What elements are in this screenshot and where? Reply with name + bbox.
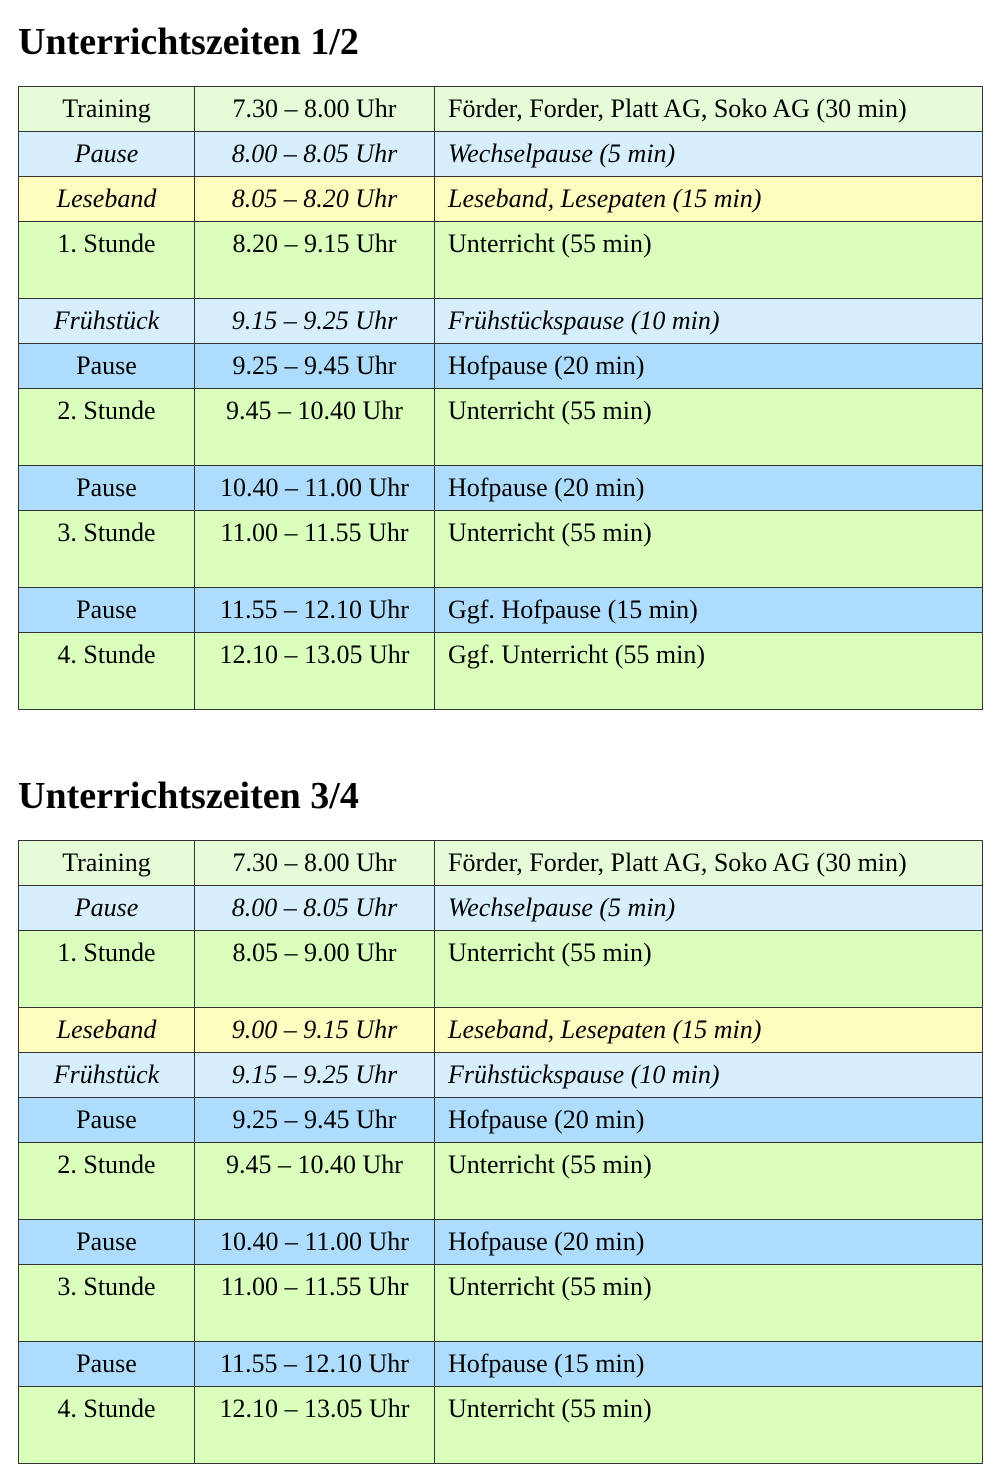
time-range-cell: 8.05 – 9.00 Uhr xyxy=(195,931,435,1008)
schedule-row xyxy=(19,588,983,633)
time-range-cell: 12.10 – 13.05 Uhr xyxy=(195,1387,435,1464)
period-name-cell: Training xyxy=(19,87,195,132)
time-range-cell: 9.45 – 10.40 Uhr xyxy=(195,1143,435,1220)
description-cell: Frühstückspause (10 min) xyxy=(435,299,983,344)
time-range-cell: 11.55 – 12.10 Uhr xyxy=(195,1342,435,1387)
schedule-row xyxy=(19,466,983,511)
description-cell: Unterricht (55 min) xyxy=(435,511,983,588)
description-cell: Hofpause (20 min) xyxy=(435,344,983,389)
description-cell: Unterricht (55 min) xyxy=(435,389,983,466)
period-name-cell: 4. Stunde xyxy=(19,1387,195,1464)
description-cell: Ggf. Hofpause (15 min) xyxy=(435,588,983,633)
description-cell: Förder, Forder, Platt AG, Soko AG (30 min) xyxy=(435,841,983,886)
period-name-cell: Leseband xyxy=(19,1008,195,1053)
section-title: Unterrichtszeiten 3/4 xyxy=(18,775,359,817)
schedule-row xyxy=(19,389,983,466)
description-cell: Hofpause (20 min) xyxy=(435,1220,983,1265)
period-name-cell: 1. Stunde xyxy=(19,222,195,299)
schedule-table xyxy=(18,86,983,710)
time-range-cell: 7.30 – 8.00 Uhr xyxy=(195,87,435,132)
time-range-cell: 9.45 – 10.40 Uhr xyxy=(195,389,435,466)
schedule-section-3-4 xyxy=(18,772,982,1464)
period-name-cell: Pause xyxy=(19,344,195,389)
time-range-cell: 8.00 – 8.05 Uhr xyxy=(195,886,435,931)
time-range-cell: 11.00 – 11.55 Uhr xyxy=(195,1265,435,1342)
time-range-cell: 7.30 – 8.00 Uhr xyxy=(195,841,435,886)
period-name-cell: Pause xyxy=(19,132,195,177)
period-name-cell: 2. Stunde xyxy=(19,389,195,466)
schedule-row xyxy=(19,177,983,222)
period-name-cell: Frühstück xyxy=(19,1053,195,1098)
schedule-row xyxy=(19,931,983,1008)
schedule-row xyxy=(19,1387,983,1464)
time-range-cell: 9.00 – 9.15 Uhr xyxy=(195,1008,435,1053)
schedule-section-1-2 xyxy=(18,18,982,710)
period-name-cell: Pause xyxy=(19,1342,195,1387)
period-name-cell: 2. Stunde xyxy=(19,1143,195,1220)
schedule-table-body xyxy=(19,841,983,1464)
schedule-row xyxy=(19,222,983,299)
schedule-row xyxy=(19,511,983,588)
description-cell: Leseband, Lesepaten (15 min) xyxy=(435,1008,983,1053)
schedule-row xyxy=(19,299,983,344)
description-cell: Frühstückspause (10 min) xyxy=(435,1053,983,1098)
description-cell: Hofpause (20 min) xyxy=(435,1098,983,1143)
description-cell: Hofpause (20 min) xyxy=(435,466,983,511)
schedule-row xyxy=(19,1220,983,1265)
description-cell: Leseband, Lesepaten (15 min) xyxy=(435,177,983,222)
period-name-cell: 3. Stunde xyxy=(19,1265,195,1342)
time-range-cell: 10.40 – 11.00 Uhr xyxy=(195,1220,435,1265)
description-cell: Förder, Forder, Platt AG, Soko AG (30 min) xyxy=(435,87,983,132)
description-cell: Unterricht (55 min) xyxy=(435,1143,983,1220)
time-range-cell: 8.05 – 8.20 Uhr xyxy=(195,177,435,222)
time-range-cell: 9.25 – 9.45 Uhr xyxy=(195,344,435,389)
schedule-row xyxy=(19,344,983,389)
period-name-cell: Pause xyxy=(19,1220,195,1265)
schedule-row xyxy=(19,132,983,177)
description-cell: Hofpause (15 min) xyxy=(435,1342,983,1387)
description-cell: Unterricht (55 min) xyxy=(435,1387,983,1464)
period-name-cell: 3. Stunde xyxy=(19,511,195,588)
description-cell: Wechselpause (5 min) xyxy=(435,886,983,931)
section-title: Unterrichtszeiten 1/2 xyxy=(18,21,359,63)
description-cell: Unterricht (55 min) xyxy=(435,1265,983,1342)
description-cell: Unterricht (55 min) xyxy=(435,931,983,1008)
time-range-cell: 10.40 – 11.00 Uhr xyxy=(195,466,435,511)
description-cell: Ggf. Unterricht (55 min) xyxy=(435,633,983,710)
time-range-cell: 12.10 – 13.05 Uhr xyxy=(195,633,435,710)
schedule-row xyxy=(19,1143,983,1220)
period-name-cell: 4. Stunde xyxy=(19,633,195,710)
schedule-row xyxy=(19,1053,983,1098)
time-range-cell: 9.25 – 9.45 Uhr xyxy=(195,1098,435,1143)
schedule-row xyxy=(19,633,983,710)
period-name-cell: Pause xyxy=(19,466,195,511)
schedule-row xyxy=(19,886,983,931)
schedule-row xyxy=(19,1008,983,1053)
period-name-cell: Pause xyxy=(19,588,195,633)
period-name-cell: Leseband xyxy=(19,177,195,222)
schedule-row xyxy=(19,1342,983,1387)
period-name-cell: Training xyxy=(19,841,195,886)
schedule-table xyxy=(18,840,983,1464)
schedule-row xyxy=(19,1265,983,1342)
period-name-cell: Pause xyxy=(19,1098,195,1143)
time-range-cell: 11.00 – 11.55 Uhr xyxy=(195,511,435,588)
time-range-cell: 8.20 – 9.15 Uhr xyxy=(195,222,435,299)
schedule-row xyxy=(19,1098,983,1143)
description-cell: Unterricht (55 min) xyxy=(435,222,983,299)
time-range-cell: 9.15 – 9.25 Uhr xyxy=(195,1053,435,1098)
schedule-row xyxy=(19,841,983,886)
schedule-row xyxy=(19,87,983,132)
schedule-table-body xyxy=(19,87,983,710)
time-range-cell: 9.15 – 9.25 Uhr xyxy=(195,299,435,344)
period-name-cell: Pause xyxy=(19,886,195,931)
time-range-cell: 8.00 – 8.05 Uhr xyxy=(195,132,435,177)
period-name-cell: Frühstück xyxy=(19,299,195,344)
period-name-cell: 1. Stunde xyxy=(19,931,195,1008)
description-cell: Wechselpause (5 min) xyxy=(435,132,983,177)
time-range-cell: 11.55 – 12.10 Uhr xyxy=(195,588,435,633)
